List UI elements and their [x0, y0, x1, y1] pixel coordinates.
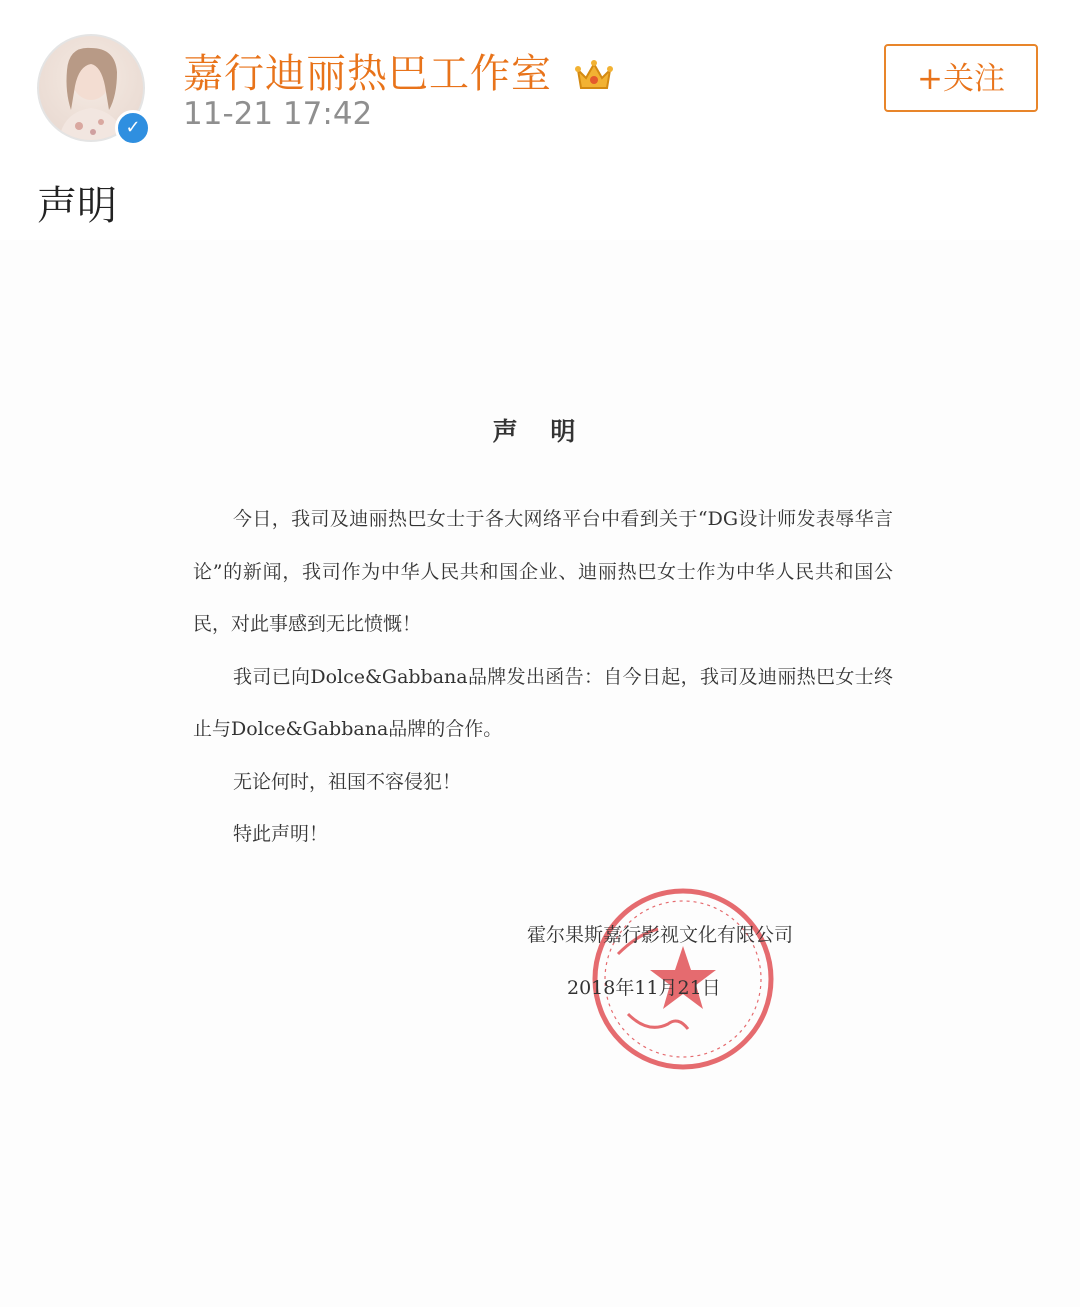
avatar[interactable]	[37, 34, 147, 144]
signature-date: 2018年11月21日	[567, 977, 721, 999]
signature-company: 霍尔果斯嘉行影视文化有限公司	[527, 924, 794, 946]
author-name[interactable]	[183, 42, 614, 99]
post-time: 11-21 17:42	[183, 96, 373, 132]
verified-badge-icon: ✓	[115, 110, 151, 146]
paragraph-2: 我司已向Dolce&Gabbana品牌发出函告：自今日起，我司及迪丽热巴女士终止与Dolce&Gabbana品牌的合作。	[193, 665, 893, 740]
follow-button[interactable]: +关注	[884, 44, 1038, 112]
document-title: 声 明	[492, 417, 588, 446]
post-text: 声明	[37, 183, 117, 229]
crown-icon	[574, 58, 614, 94]
document-body	[193, 493, 893, 861]
author-name-text[interactable]: 嘉行迪丽热巴工作室	[183, 51, 552, 97]
paragraph-1: 今日，我司及迪丽热巴女士于各大网络平台中看到关于“DG设计师发表辱华言论”的新闻，我司作为中华人民共和国企业、迪丽热巴女士作为中华人民共和国公民，对此事感到无比愤慨！	[193, 508, 893, 635]
paragraph-3: 无论何时，祖国不容侵犯！	[233, 770, 462, 793]
statement-image[interactable]	[0, 240, 1080, 1307]
paragraph-4: 特此声明！	[233, 823, 329, 845]
post-header	[0, 0, 1080, 229]
